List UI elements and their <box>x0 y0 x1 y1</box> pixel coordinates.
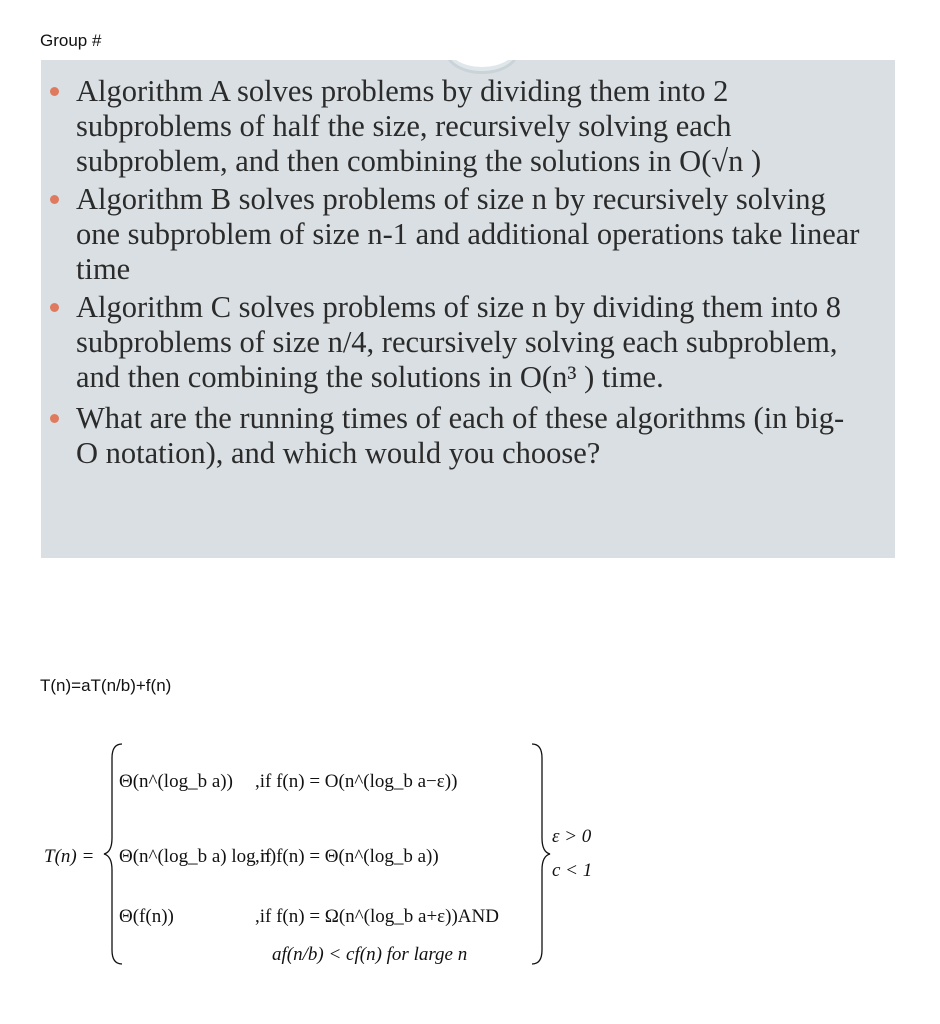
bullet-item-c <box>41 290 866 395</box>
bullet-dot-icon <box>50 195 59 204</box>
case-3-condition: ,if f(n) = Ω(n^(log_b a+ε))AND <box>255 906 499 927</box>
case-3-condition-line2: af(n/b) < cf(n) for large n <box>272 944 468 965</box>
bullet-dot-icon <box>50 303 59 312</box>
master-theorem-formula <box>40 738 660 973</box>
recurrence-formula: T(n)=aT(n/b)+f(n) <box>40 676 172 695</box>
bullet-text: What are the running times of each of these algorithms (in big-O notation), and which would you choose? <box>76 401 845 470</box>
bullet-item-a <box>41 74 866 179</box>
constraint-c: c < 1 <box>552 860 593 881</box>
case-3-result: Θ(f(n)) <box>119 906 174 927</box>
right-brace <box>532 744 550 964</box>
bullet-text: Algorithm B solves problems of size n by recursively solving one subproblem of size n-1 and additional operations take linear time <box>76 182 860 286</box>
case-2-condition: ,if f(n) = Θ(n^(log_b a)) <box>255 846 439 867</box>
group-label: Group # <box>40 31 102 50</box>
slide-panel <box>41 60 895 558</box>
bullet-dot-icon <box>50 87 59 96</box>
bullet-text: Algorithm C solves problems of size n by dividing them into 8 subproblems of size n/4, recursively solving each subproblem, and then combining the solutions in O(n³ ) time. <box>76 290 841 394</box>
case-2-result: Θ(n^(log_b a) log n) <box>119 846 277 867</box>
bullet-list <box>41 74 866 474</box>
case-1-result: Θ(n^(log_b a)) <box>119 771 233 792</box>
slide-ornament <box>445 60 519 74</box>
bullet-text: Algorithm A solves problems by dividing them into 2 subproblems of half the size, recursively solving each subproblem, and then combining the solutions in O(√n ) <box>76 74 762 178</box>
bullet-dot-icon <box>50 414 59 423</box>
case-1-condition: ,if f(n) = O(n^(log_b a−ε)) <box>255 771 458 792</box>
constraint-epsilon: ε > 0 <box>552 826 592 847</box>
formula-lhs: T(n) = <box>44 846 95 867</box>
bullet-item-b <box>41 182 866 287</box>
bullet-item-question <box>41 401 866 471</box>
